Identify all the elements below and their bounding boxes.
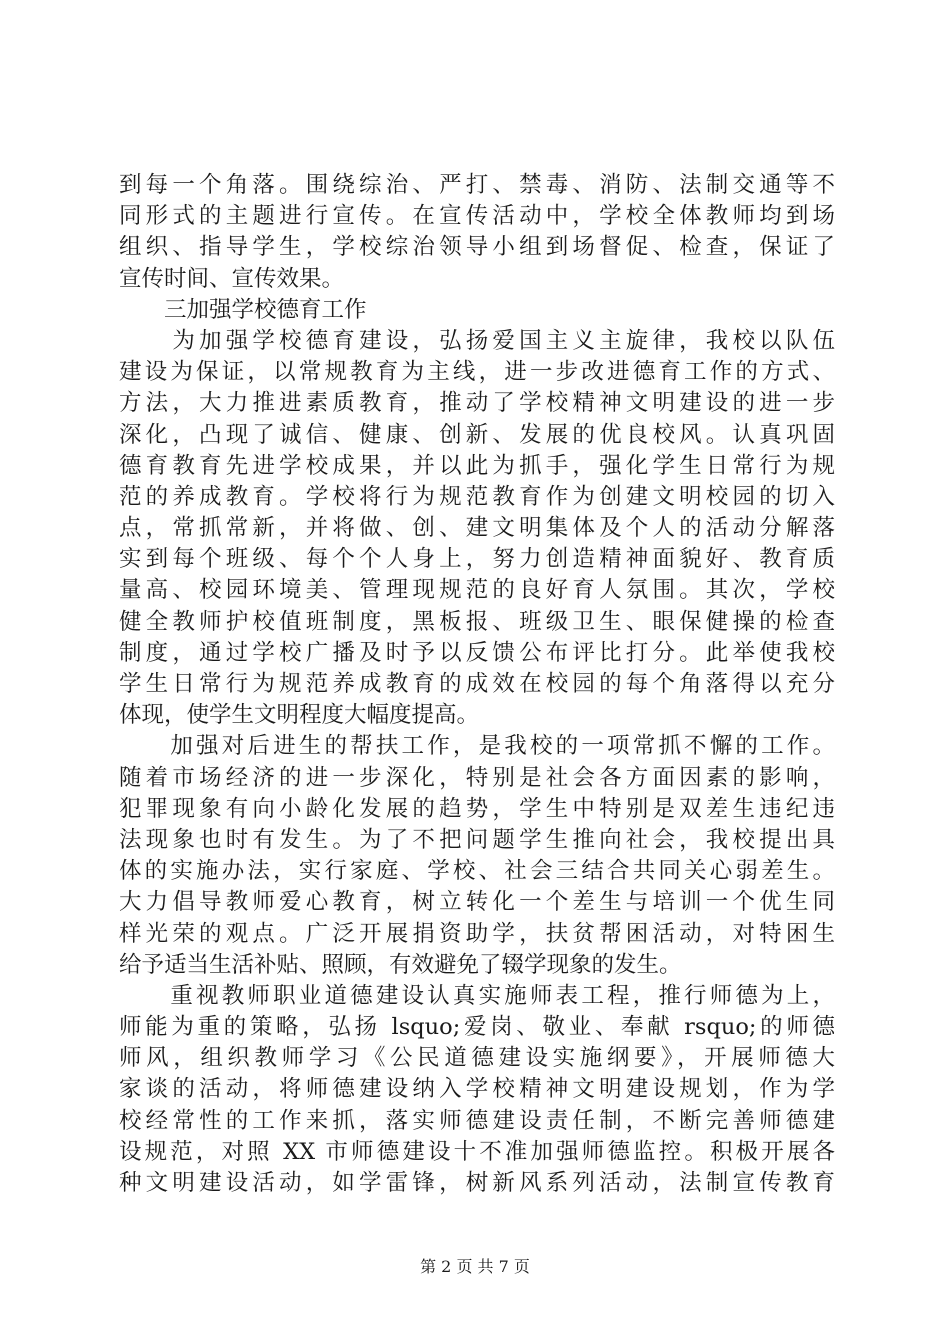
page-footer	[0, 1257, 950, 1277]
text-line: 样光荣的观点。广泛开展捐资助学，扶贫帮困活动，对特困生	[119, 920, 835, 947]
text-line: 方法，大力推进素质教育，推动了学校精神文明建设的进一步	[119, 390, 835, 417]
text-line: 组织、指导学生，学校综治领导小组到场督促、检查，保证了	[119, 234, 835, 261]
text-line: 量高、校园环境美、管理现规范的良好育人氛围。其次，学校	[119, 577, 835, 604]
text-line: 点，常抓常新，并将做、创、建文明集体及个人的活动分解落	[119, 515, 835, 542]
body-text	[119, 170, 835, 1199]
text-line: 大力倡导教师爱心教育，树立转化一个差生与培训一个优生同	[119, 889, 835, 916]
text-line: 法现象也时有发生。为了不把问题学生推向社会，我校提出具	[119, 826, 835, 853]
text-line: 制度，通过学校广播及时予以反馈公布评比打分。此举使我校	[119, 639, 835, 666]
text-line: 师能为重的策略，弘扬 lsquo;爱岗、敬业、奉献 rsquo;的师德	[119, 1014, 835, 1041]
text-line: 体现，使学生文明程度大幅度提高。	[119, 702, 480, 729]
text-line: 加强对后进生的帮扶工作，是我校的一项常抓不懈的工作。	[119, 733, 835, 760]
text-line: 健全教师护校值班制度，黑板报、班级卫生、眼保健操的检查	[119, 608, 835, 635]
text-line: 种文明建设活动，如学雷锋，树新风系列活动，法制宣传教育	[119, 1170, 835, 1196]
page-number-label: 第 2 页 共 7 页	[420, 1257, 530, 1276]
text-line: 设规范，对照 XX 市师德建设十不准加强师德监控。积极开展各	[119, 1138, 835, 1165]
text-line: 深化，凸现了诚信、健康、创新、发展的优良校风。认真巩固	[119, 421, 835, 448]
text-line: 体的实施办法，实行家庭、学校、社会三结合共同关心弱差生。	[119, 858, 835, 885]
text-line: 为加强学校德育建设，弘扬爱国主义主旋律，我校以队伍	[119, 327, 835, 354]
text-line: 同形式的主题进行宣传。在宣传活动中，学校全体教师均到场	[119, 203, 835, 230]
text-line: 学生日常行为规范养成教育的成效在校园的每个角落得以充分	[119, 671, 835, 697]
text-line: 实到每个班级、每个个人身上，努力创造精神面貌好、教育质	[119, 546, 835, 573]
text-line: 到每一个角落。围绕综治、严打、禁毒、消防、法制交通等不	[119, 172, 835, 198]
text-line: 重视教师职业道德建设认真实施师表工程，推行师德为上，	[119, 982, 835, 1009]
text-line: 师风，组织教师学习《公民道德建设实施纲要》，开展师德大	[119, 1045, 835, 1072]
text-line: 范的养成教育。学校将行为规范教育作为创建文明校园的切入	[119, 483, 835, 510]
text-line: 德育教育先进学校成果，并以此为抓手，强化学生日常行为规	[119, 452, 835, 479]
text-line: 建设为保证，以常规教育为主线，进一步改进德育工作的方式、	[119, 359, 835, 386]
section-heading: 三加强学校德育工作	[119, 296, 367, 323]
text-line: 犯罪现象有向小龄化发展的趋势，学生中特别是双差生违纪违	[119, 795, 835, 822]
text-line: 校经常性的工作来抓，落实师德建设责任制，不断完善师德建	[119, 1107, 835, 1134]
text-line: 随着市场经济的进一步深化，特别是社会各方面因素的影响，	[119, 764, 835, 791]
text-line: 宣传时间、宣传效果。	[119, 265, 345, 292]
text-line: 家谈的活动，将师德建设纳入学校精神文明建设规划，作为学	[119, 1076, 835, 1103]
text-line: 给予适当生活补贴、照顾，有效避免了辍学现象的发生。	[119, 951, 682, 978]
